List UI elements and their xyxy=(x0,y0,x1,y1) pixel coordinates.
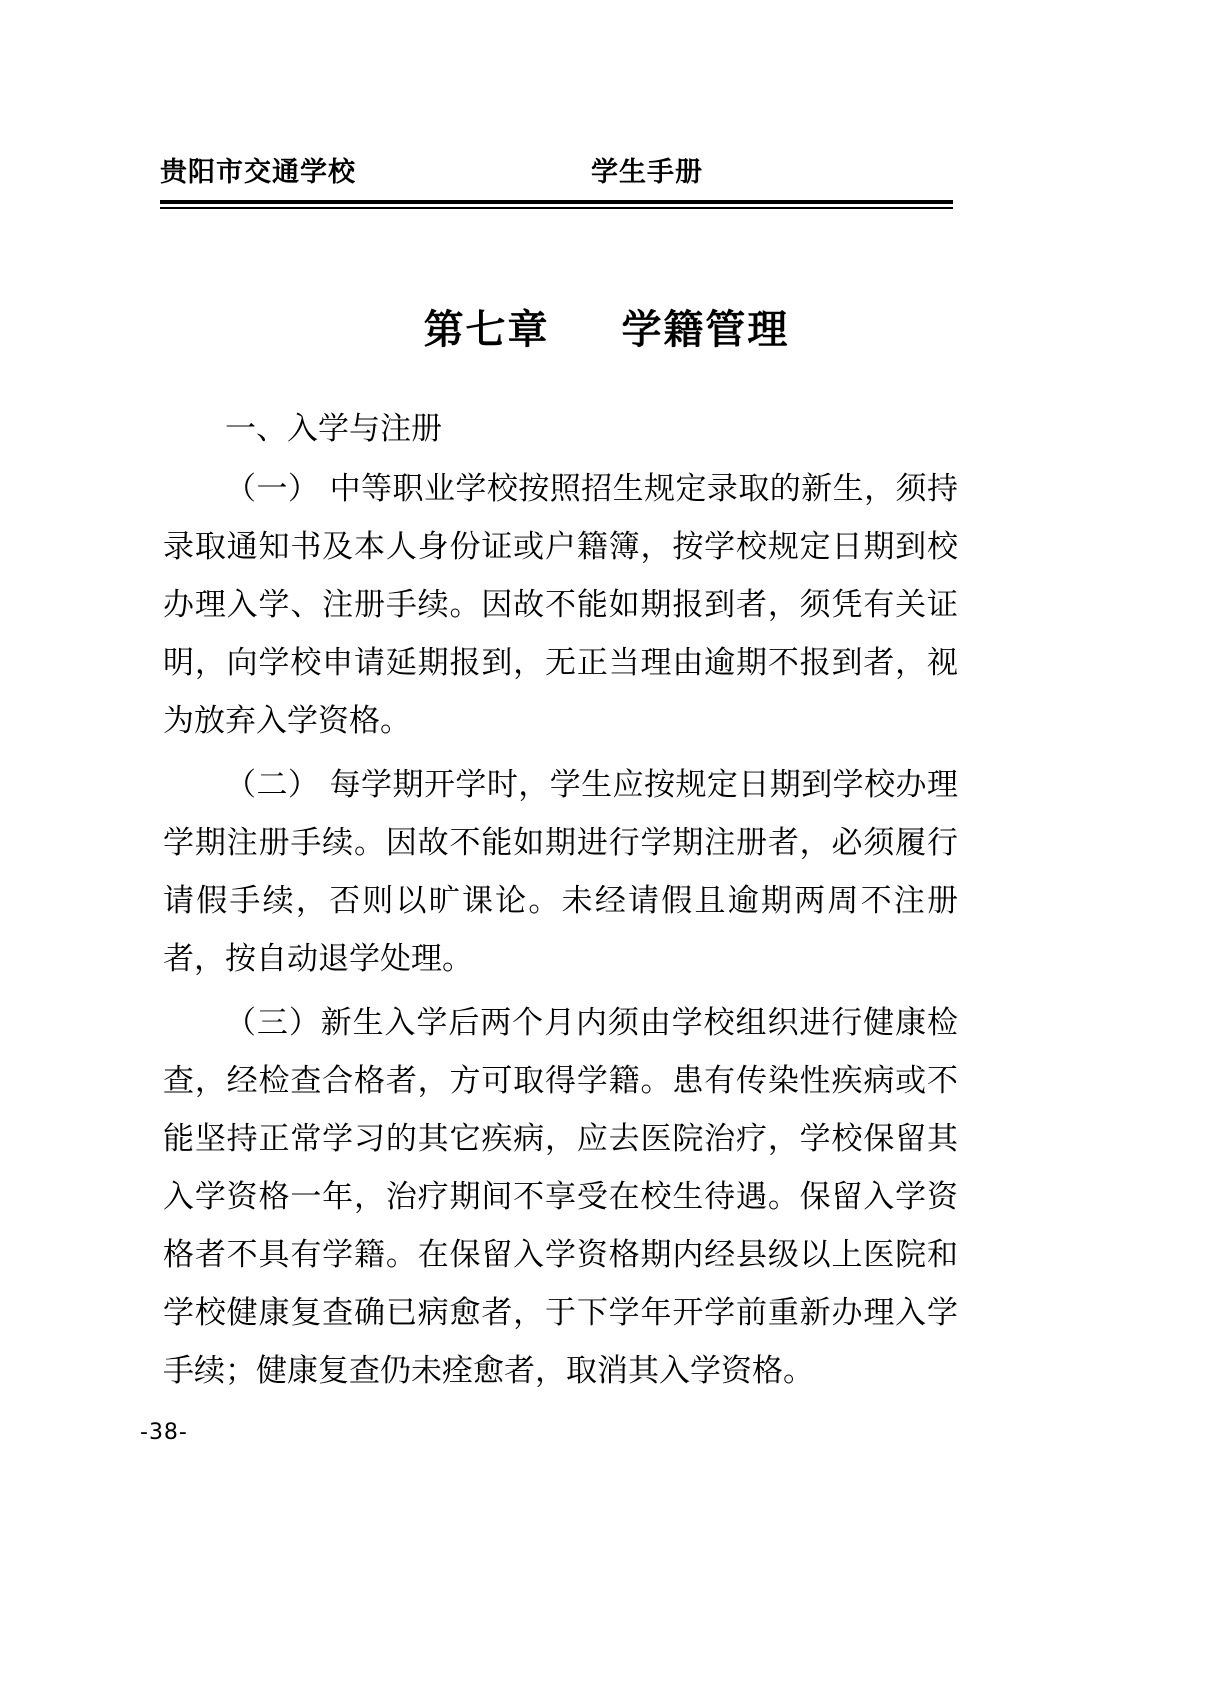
header-school-name: 贵阳市交通学校 xyxy=(160,157,356,188)
running-header xyxy=(160,150,950,189)
paragraph-item-3: （三）新生入学后两个月内须由学校组织进行健康检查，经检查合格者，方可取得学籍。患有传染性疾病或不能坚持正常学习的其它疾病，应去医院治疗，学校保留其入学资格一年，治疗期间不享受在校生待遇。保留入学资格者不具有学籍。在保留入学资格期内经县级以上医院和学校健康复查确已病愈者，于下学年开学前重新办理入学手续；健康复查仍未痊愈者，取消其入学资格。 xyxy=(163,1005,958,1389)
header-document-title: 学生手册 xyxy=(591,157,703,188)
section-heading: 一、入学与注册 xyxy=(225,411,442,447)
paragraph-item-2: （二） 每学期开学时，学生应按规定日期到学校办理学期注册手续。因故不能如期进行学期注册者，必须履行请假手续，否则以旷课论。未经请假且逾期两周不注册者，按自动退学处理。 xyxy=(163,767,958,977)
page-number: -38- xyxy=(140,1420,188,1445)
chapter-name: 学籍管理 xyxy=(621,307,790,353)
paragraph-item-1: （一） 中等职业学校按照招生规定录取的新生，须持录取通知书及本人身份证或户籍簿，按学校规定日期到校办理入学、注册手续。因故不能如期报到者，须凭有关证明，向学校申请延期报到，无正当理由逾期不报到者，视为放弃入学资格。 xyxy=(163,471,958,739)
chapter-number: 第七章 xyxy=(423,307,550,353)
document-body xyxy=(163,400,958,1406)
page-title xyxy=(0,298,1213,355)
header-divider-rule xyxy=(160,200,953,209)
